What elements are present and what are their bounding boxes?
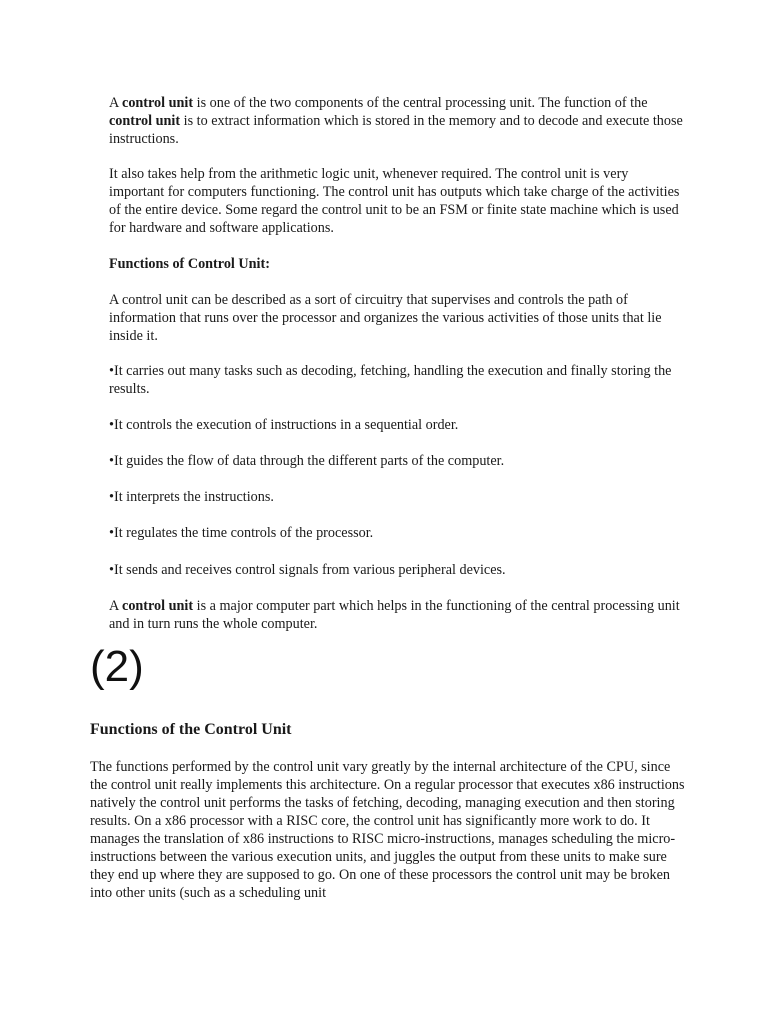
bullet-icon: •: [109, 562, 114, 578]
alu-paragraph: It also takes help from the arithmetic logic unit, whenever required. The control unit is very important for computers functioning. The control unit has outputs which take charge of the activities of the entire device. Some regard the control unit to be an FSM or finite state machine which is used for hardware and software applications.: [109, 166, 680, 236]
section-heading: Functions of the Control Unit: [90, 721, 292, 738]
bullet-item: [109, 561, 684, 579]
text-run: A: [109, 95, 123, 111]
bullet-icon: •: [109, 363, 114, 379]
bullet-item: [109, 362, 684, 398]
text-run: is a major computer part which helps in the functioning of the central processing unit and in turn runs the whole computer.: [109, 598, 680, 632]
bold-term: control unit: [109, 113, 181, 129]
summary-paragraph: [109, 597, 684, 633]
bullet-text: It regulates the time controls of the processor.: [113, 525, 374, 541]
bullet-icon: •: [109, 489, 114, 505]
body-paragraph: The functions performed by the control unit vary greatly by the internal architecture of the CPU, since the control unit really implements this architecture. On a regular processor that executes x86 instructions natively the control unit performs the tasks of fetching, decoding, managing execution and then storing results. On a x86 processor with a RISC core, the control unit has significantly more work to do. It manages the translation of x86 instructions to RISC micro-instructions, manages scheduling the micro-instructions between the various execution units, and juggles the output from these units to make sure they end up where they are supposed to go. On one of these processors the control unit may be broken into other units (such as a scheduling unit: [90, 759, 685, 901]
bullet-item: [109, 488, 684, 506]
text-run: is to extract information which is stored in the memory and to decode and execute those instructions.: [109, 113, 683, 147]
text-run: is one of the two components of the central processing unit. The function of the: [193, 95, 648, 111]
bullet-text: It guides the flow of data through the different parts of the computer.: [113, 453, 505, 469]
bullet-text: It carries out many tasks such as decoding, fetching, handling the execution and finally storing the results.: [109, 363, 672, 397]
bullet-item: [109, 416, 684, 434]
bullet-icon: •: [109, 453, 114, 469]
bullet-item: [109, 452, 684, 470]
intro-paragraph: [109, 94, 684, 148]
text-run: A: [109, 598, 123, 614]
bullet-icon: •: [109, 417, 114, 433]
bold-term: control unit: [122, 598, 194, 614]
part-marker: (2): [90, 642, 144, 691]
bullet-item: [109, 524, 684, 542]
section-heading: Functions of Control Unit:: [109, 256, 270, 272]
bullet-text: It controls the execution of instructions in a sequential order.: [113, 417, 459, 433]
bullet-text: It sends and receives control signals from various peripheral devices.: [113, 562, 506, 578]
bullet-icon: •: [109, 525, 114, 541]
bullet-text: It interprets the instructions.: [113, 489, 274, 505]
bold-term: control unit: [122, 95, 194, 111]
description-paragraph: A control unit can be described as a sort of circuitry that supervises and controls the path of information that runs over the processor and organizes the various activities of those units that lie inside it.: [109, 292, 662, 344]
